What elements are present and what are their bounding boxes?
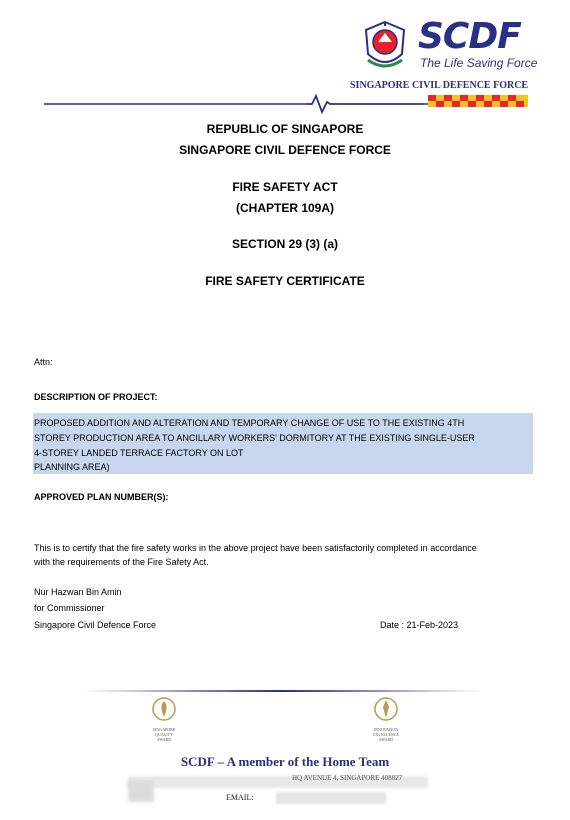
approved-plan-heading: APPROVED PLAN NUMBER(S): (34, 492, 169, 502)
footer-email-label: EMAIL: (226, 793, 254, 802)
title-section: SECTION 29 (3) (a) (231, 237, 339, 251)
issue-date: Date : 21-Feb-2023 (380, 620, 459, 630)
redacted-email (276, 792, 386, 804)
award-text: AWARD (378, 737, 394, 742)
signatory-org: Singapore Civil Defence Force (34, 620, 157, 630)
brand-logo: SCDF (418, 16, 521, 57)
title-republic: REPUBLIC OF SINGAPORE (206, 122, 364, 136)
award-medal-icon (373, 696, 399, 722)
home-team-line: SCDF – A member of the Home Team (180, 754, 390, 769)
award-text: INNOVATION (373, 727, 399, 732)
org-name: SINGAPORE CIVIL DEFENCE FORCE (350, 80, 529, 91)
description-line: PLANNING AREA) (34, 462, 110, 472)
scdf-crest-icon (362, 20, 408, 72)
signatory-name: Nur Hazwan Bin Amin (34, 587, 122, 597)
description-line: 4-STOREY LANDED TERRACE FACTORY ON LOT (34, 448, 244, 458)
tagline: The Life Saving Force (420, 56, 538, 70)
certify-text-line: This is to certify that the fire safety works in the above project have been satisfactorily completed in accordance (34, 543, 477, 553)
quality-award-logo (144, 696, 184, 742)
certify-text-line: with the requirements of the Fire Safety Act. (34, 557, 209, 567)
innovation-award-logo (366, 696, 406, 742)
signatory-role: for Commissioner (34, 603, 105, 613)
description-line: STOREY PRODUCTION AREA TO ANCILLARY WORKERS' DORMITORY AT THE EXISTING SINGLE-USER (34, 433, 475, 443)
title-chapter: (CHAPTER 109A) (235, 201, 334, 215)
title-certificate: FIRE SAFETY CERTIFICATE (205, 274, 365, 288)
award-text: QUALITY (155, 732, 173, 737)
footer-address: HQ AVENUE 4, SINGAPORE 408827 (292, 774, 403, 782)
redacted-block (128, 780, 154, 802)
description-heading: DESCRIPTION OF PROJECT: (34, 392, 158, 402)
footer-divider (82, 689, 482, 693)
title-act: FIRE SAFETY ACT (232, 180, 338, 194)
title-scdf: SINGAPORE CIVIL DEFENCE FORCE (179, 143, 391, 157)
attn-label: Attn: (34, 357, 53, 367)
checker-strip (428, 95, 528, 107)
award-text: AWARD (156, 737, 172, 742)
award-medal-icon (151, 696, 177, 722)
description-line: PROPOSED ADDITION AND ALTERATION AND TEMPORARY CHANGE OF USE TO THE EXISTING 4TH (34, 418, 465, 428)
award-text: EXCELLENCE (373, 732, 399, 737)
award-text: SINGAPORE (152, 727, 176, 732)
